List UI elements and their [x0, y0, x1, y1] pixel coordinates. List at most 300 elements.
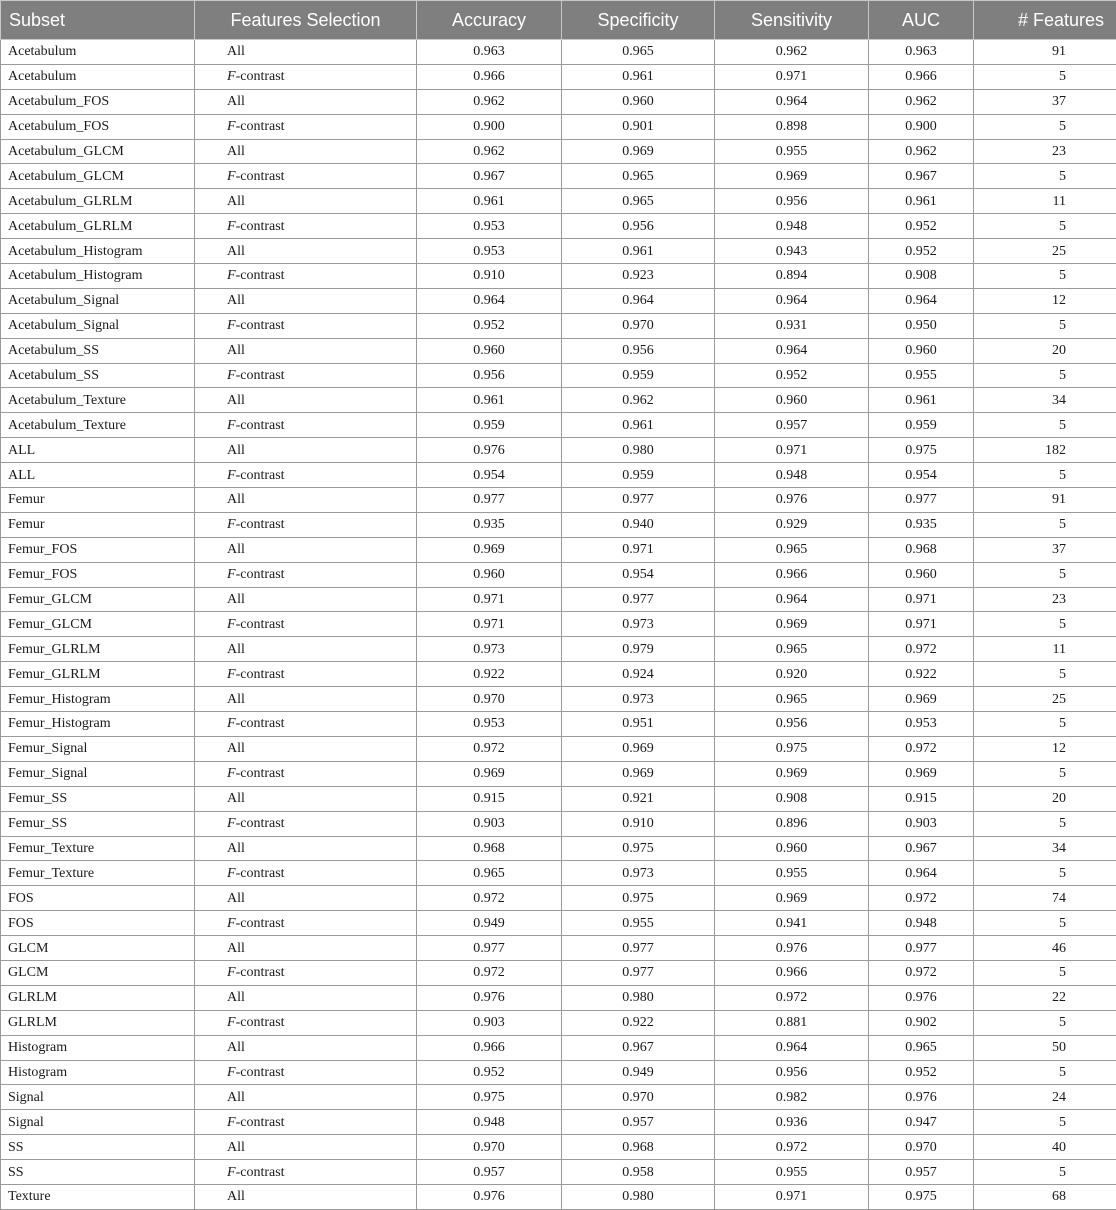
accuracy-cell: 0.903: [417, 1010, 562, 1035]
subset-cell: GLCM: [1, 936, 195, 961]
auc-cell: 0.972: [869, 886, 974, 911]
table-row: [1, 736, 1116, 761]
subset-cell: FOS: [1, 886, 195, 911]
selection-cell: All: [195, 388, 417, 413]
auc-cell: 0.962: [869, 139, 974, 164]
auc-cell: 0.952: [869, 214, 974, 239]
specificity-cell: 0.959: [562, 363, 715, 388]
specificity-cell: 0.965: [562, 164, 715, 189]
accuracy-cell: 0.960: [417, 562, 562, 587]
selection-cell: F-contrast: [195, 562, 417, 587]
subset-cell: Histogram: [1, 1035, 195, 1060]
sensitivity-cell: 0.931: [715, 313, 869, 338]
auc-cell: 0.900: [869, 114, 974, 139]
table-row: [1, 786, 1116, 811]
selection-cell: All: [195, 338, 417, 363]
table-row: [1, 662, 1116, 687]
auc-cell: 0.968: [869, 537, 974, 562]
subset-cell: Femur_Signal: [1, 761, 195, 786]
auc-cell: 0.950: [869, 313, 974, 338]
subset-cell: Femur_SS: [1, 811, 195, 836]
subset-cell: Femur: [1, 488, 195, 513]
sensitivity-cell: 0.898: [715, 114, 869, 139]
table-row: [1, 537, 1116, 562]
selection-cell: F-contrast: [195, 313, 417, 338]
sensitivity-cell: 0.955: [715, 861, 869, 886]
subset-cell: Acetabulum_GLCM: [1, 164, 195, 189]
auc-cell: 0.965: [869, 1035, 974, 1060]
selection-cell: F-contrast: [195, 662, 417, 687]
subset-cell: Femur_Signal: [1, 736, 195, 761]
table-row: [1, 637, 1116, 662]
specificity-cell: 0.921: [562, 786, 715, 811]
auc-cell: 0.915: [869, 786, 974, 811]
num-features-cell: 5: [974, 214, 1116, 239]
num-features-cell: 5: [974, 463, 1116, 488]
accuracy-cell: 0.948: [417, 1110, 562, 1135]
specificity-cell: 0.922: [562, 1010, 715, 1035]
subset-cell: Femur_SS: [1, 786, 195, 811]
accuracy-cell: 0.967: [417, 164, 562, 189]
auc-cell: 0.977: [869, 488, 974, 513]
sensitivity-cell: 0.943: [715, 239, 869, 264]
specificity-cell: 0.969: [562, 736, 715, 761]
selection-cell: All: [195, 89, 417, 114]
specificity-cell: 0.901: [562, 114, 715, 139]
sensitivity-cell: 0.956: [715, 1060, 869, 1085]
num-features-cell: 5: [974, 512, 1116, 537]
subset-cell: Acetabulum: [1, 40, 195, 65]
selection-cell: F-contrast: [195, 761, 417, 786]
table-row: [1, 288, 1116, 313]
num-features-cell: 5: [974, 761, 1116, 786]
auc-cell: 0.959: [869, 413, 974, 438]
sensitivity-cell: 0.964: [715, 1035, 869, 1060]
accuracy-cell: 0.971: [417, 612, 562, 637]
accuracy-cell: 0.965: [417, 861, 562, 886]
auc-cell: 0.902: [869, 1010, 974, 1035]
selection-cell: All: [195, 687, 417, 712]
table-row: [1, 189, 1116, 214]
selection-cell: F-contrast: [195, 612, 417, 637]
selection-cell: All: [195, 239, 417, 264]
selection-cell: All: [195, 985, 417, 1010]
specificity-cell: 0.955: [562, 911, 715, 936]
selection-cell: All: [195, 1035, 417, 1060]
auc-cell: 0.957: [869, 1160, 974, 1185]
num-features-cell: 5: [974, 712, 1116, 737]
auc-cell: 0.961: [869, 388, 974, 413]
num-features-cell: 182: [974, 438, 1116, 463]
header-row: [1, 1, 1116, 40]
table-row: [1, 1110, 1116, 1135]
accuracy-cell: 0.959: [417, 413, 562, 438]
specificity-cell: 0.968: [562, 1135, 715, 1160]
accuracy-cell: 0.952: [417, 313, 562, 338]
selection-cell: F-contrast: [195, 1010, 417, 1035]
accuracy-cell: 0.962: [417, 139, 562, 164]
sensitivity-cell: 0.964: [715, 288, 869, 313]
table-row: [1, 363, 1116, 388]
accuracy-cell: 0.956: [417, 363, 562, 388]
header-subset: Subset: [1, 1, 195, 40]
specificity-cell: 0.949: [562, 1060, 715, 1085]
sensitivity-cell: 0.952: [715, 363, 869, 388]
subset-cell: GLCM: [1, 960, 195, 985]
subset-cell: Signal: [1, 1085, 195, 1110]
sensitivity-cell: 0.971: [715, 1184, 869, 1209]
accuracy-cell: 0.962: [417, 89, 562, 114]
specificity-cell: 0.977: [562, 960, 715, 985]
selection-cell: All: [195, 886, 417, 911]
sensitivity-cell: 0.969: [715, 164, 869, 189]
auc-cell: 0.966: [869, 64, 974, 89]
num-features-cell: 91: [974, 40, 1116, 65]
auc-cell: 0.972: [869, 637, 974, 662]
subset-cell: SS: [1, 1160, 195, 1185]
sensitivity-cell: 0.972: [715, 985, 869, 1010]
accuracy-cell: 0.964: [417, 288, 562, 313]
specificity-cell: 0.971: [562, 537, 715, 562]
accuracy-cell: 0.966: [417, 64, 562, 89]
sensitivity-cell: 0.948: [715, 463, 869, 488]
selection-cell: F-contrast: [195, 512, 417, 537]
subset-cell: Acetabulum_GLCM: [1, 139, 195, 164]
num-features-cell: 34: [974, 388, 1116, 413]
selection-cell: All: [195, 40, 417, 65]
num-features-cell: 5: [974, 811, 1116, 836]
specificity-cell: 0.956: [562, 214, 715, 239]
sensitivity-cell: 0.971: [715, 64, 869, 89]
selection-cell: F-contrast: [195, 64, 417, 89]
sensitivity-cell: 0.957: [715, 413, 869, 438]
num-features-cell: 34: [974, 836, 1116, 861]
sensitivity-cell: 0.976: [715, 936, 869, 961]
sensitivity-cell: 0.969: [715, 612, 869, 637]
auc-cell: 0.962: [869, 89, 974, 114]
table-row: [1, 488, 1116, 513]
sensitivity-cell: 0.908: [715, 786, 869, 811]
header-features-selection: Features Selection: [195, 1, 417, 40]
sensitivity-cell: 0.956: [715, 712, 869, 737]
selection-cell: F-contrast: [195, 811, 417, 836]
accuracy-cell: 0.963: [417, 40, 562, 65]
table-row: [1, 114, 1116, 139]
accuracy-cell: 0.954: [417, 463, 562, 488]
accuracy-cell: 0.953: [417, 239, 562, 264]
auc-cell: 0.971: [869, 587, 974, 612]
accuracy-cell: 0.961: [417, 189, 562, 214]
table-row: [1, 712, 1116, 737]
table-row: [1, 861, 1116, 886]
num-features-cell: 46: [974, 936, 1116, 961]
auc-cell: 0.970: [869, 1135, 974, 1160]
header-auc: AUC: [869, 1, 974, 40]
num-features-cell: 68: [974, 1184, 1116, 1209]
num-features-cell: 20: [974, 786, 1116, 811]
subset-cell: Acetabulum_Texture: [1, 413, 195, 438]
auc-cell: 0.977: [869, 936, 974, 961]
accuracy-cell: 0.973: [417, 637, 562, 662]
auc-cell: 0.969: [869, 687, 974, 712]
specificity-cell: 0.977: [562, 488, 715, 513]
num-features-cell: 74: [974, 886, 1116, 911]
auc-cell: 0.935: [869, 512, 974, 537]
auc-cell: 0.967: [869, 836, 974, 861]
selection-cell: F-contrast: [195, 363, 417, 388]
auc-cell: 0.972: [869, 736, 974, 761]
selection-cell: All: [195, 1085, 417, 1110]
accuracy-cell: 0.953: [417, 214, 562, 239]
sensitivity-cell: 0.955: [715, 1160, 869, 1185]
num-features-cell: 5: [974, 114, 1116, 139]
auc-cell: 0.922: [869, 662, 974, 687]
specificity-cell: 0.923: [562, 264, 715, 289]
accuracy-cell: 0.952: [417, 1060, 562, 1085]
specificity-cell: 0.956: [562, 338, 715, 363]
auc-cell: 0.967: [869, 164, 974, 189]
auc-cell: 0.903: [869, 811, 974, 836]
subset-cell: Acetabulum_SS: [1, 338, 195, 363]
subset-cell: Acetabulum_Histogram: [1, 239, 195, 264]
selection-cell: All: [195, 1135, 417, 1160]
sensitivity-cell: 0.964: [715, 338, 869, 363]
num-features-cell: 12: [974, 736, 1116, 761]
num-features-cell: 5: [974, 313, 1116, 338]
num-features-cell: 91: [974, 488, 1116, 513]
table-row: [1, 761, 1116, 786]
subset-cell: Femur_Histogram: [1, 712, 195, 737]
num-features-cell: 12: [974, 288, 1116, 313]
specificity-cell: 0.957: [562, 1110, 715, 1135]
num-features-cell: 11: [974, 189, 1116, 214]
specificity-cell: 0.959: [562, 463, 715, 488]
subset-cell: Femur_Histogram: [1, 687, 195, 712]
table-row: [1, 936, 1116, 961]
sensitivity-cell: 0.896: [715, 811, 869, 836]
auc-cell: 0.947: [869, 1110, 974, 1135]
table-row: [1, 338, 1116, 363]
sensitivity-cell: 0.955: [715, 139, 869, 164]
num-features-cell: 5: [974, 64, 1116, 89]
specificity-cell: 0.940: [562, 512, 715, 537]
selection-cell: F-contrast: [195, 861, 417, 886]
selection-cell: All: [195, 637, 417, 662]
auc-cell: 0.954: [869, 463, 974, 488]
table-row: [1, 512, 1116, 537]
num-features-cell: 37: [974, 89, 1116, 114]
selection-cell: All: [195, 1184, 417, 1209]
sensitivity-cell: 0.964: [715, 587, 869, 612]
table-row: [1, 438, 1116, 463]
selection-cell: F-contrast: [195, 1110, 417, 1135]
subset-cell: Femur_FOS: [1, 562, 195, 587]
subset-cell: SS: [1, 1135, 195, 1160]
num-features-cell: 5: [974, 1010, 1116, 1035]
accuracy-cell: 0.977: [417, 936, 562, 961]
num-features-cell: 5: [974, 911, 1116, 936]
subset-cell: Acetabulum_SS: [1, 363, 195, 388]
subset-cell: Acetabulum_FOS: [1, 89, 195, 114]
specificity-cell: 0.961: [562, 64, 715, 89]
table-row: [1, 264, 1116, 289]
table-row: [1, 313, 1116, 338]
auc-cell: 0.952: [869, 239, 974, 264]
selection-cell: F-contrast: [195, 911, 417, 936]
table-row: [1, 1135, 1116, 1160]
subset-cell: Femur_GLCM: [1, 587, 195, 612]
selection-cell: F-contrast: [195, 463, 417, 488]
accuracy-cell: 0.935: [417, 512, 562, 537]
table-row: [1, 562, 1116, 587]
subset-cell: Signal: [1, 1110, 195, 1135]
auc-cell: 0.976: [869, 1085, 974, 1110]
subset-cell: Acetabulum_Texture: [1, 388, 195, 413]
specificity-cell: 0.980: [562, 438, 715, 463]
specificity-cell: 0.977: [562, 936, 715, 961]
specificity-cell: 0.975: [562, 886, 715, 911]
auc-cell: 0.948: [869, 911, 974, 936]
num-features-cell: 23: [974, 587, 1116, 612]
auc-cell: 0.976: [869, 985, 974, 1010]
specificity-cell: 0.970: [562, 313, 715, 338]
selection-cell: F-contrast: [195, 960, 417, 985]
auc-cell: 0.961: [869, 189, 974, 214]
table-row: [1, 587, 1116, 612]
subset-cell: Texture: [1, 1184, 195, 1209]
table-row: [1, 1010, 1116, 1035]
subset-cell: Acetabulum_GLRLM: [1, 189, 195, 214]
table-row: [1, 1184, 1116, 1209]
num-features-cell: 5: [974, 612, 1116, 637]
selection-cell: F-contrast: [195, 164, 417, 189]
sensitivity-cell: 0.969: [715, 886, 869, 911]
sensitivity-cell: 0.975: [715, 736, 869, 761]
num-features-cell: 40: [974, 1135, 1116, 1160]
subset-cell: Femur_GLRLM: [1, 637, 195, 662]
specificity-cell: 0.970: [562, 1085, 715, 1110]
accuracy-cell: 0.953: [417, 712, 562, 737]
table-row: [1, 960, 1116, 985]
auc-cell: 0.952: [869, 1060, 974, 1085]
specificity-cell: 0.973: [562, 612, 715, 637]
sensitivity-cell: 0.960: [715, 836, 869, 861]
table-row: [1, 463, 1116, 488]
subset-cell: FOS: [1, 911, 195, 936]
accuracy-cell: 0.972: [417, 960, 562, 985]
num-features-cell: 5: [974, 363, 1116, 388]
specificity-cell: 0.951: [562, 712, 715, 737]
num-features-cell: 23: [974, 139, 1116, 164]
selection-cell: All: [195, 836, 417, 861]
specificity-cell: 0.977: [562, 587, 715, 612]
subset-cell: Femur_FOS: [1, 537, 195, 562]
accuracy-cell: 0.957: [417, 1160, 562, 1185]
subset-cell: Acetabulum_Histogram: [1, 264, 195, 289]
sensitivity-cell: 0.964: [715, 89, 869, 114]
auc-cell: 0.972: [869, 960, 974, 985]
num-features-cell: 25: [974, 239, 1116, 264]
specificity-cell: 0.961: [562, 239, 715, 264]
accuracy-cell: 0.969: [417, 761, 562, 786]
num-features-cell: 5: [974, 164, 1116, 189]
subset-cell: Femur: [1, 512, 195, 537]
table-row: [1, 1060, 1116, 1085]
subset-cell: Femur_GLRLM: [1, 662, 195, 687]
subset-cell: Acetabulum_Signal: [1, 288, 195, 313]
selection-cell: F-contrast: [195, 114, 417, 139]
table-row: [1, 1160, 1116, 1185]
sensitivity-cell: 0.948: [715, 214, 869, 239]
specificity-cell: 0.969: [562, 761, 715, 786]
num-features-cell: 5: [974, 861, 1116, 886]
accuracy-cell: 0.903: [417, 811, 562, 836]
table-row: [1, 687, 1116, 712]
accuracy-cell: 0.961: [417, 388, 562, 413]
subset-cell: Acetabulum_FOS: [1, 114, 195, 139]
auc-cell: 0.975: [869, 1184, 974, 1209]
specificity-cell: 0.954: [562, 562, 715, 587]
num-features-cell: 50: [974, 1035, 1116, 1060]
num-features-cell: 37: [974, 537, 1116, 562]
accuracy-cell: 0.972: [417, 736, 562, 761]
sensitivity-cell: 0.936: [715, 1110, 869, 1135]
auc-cell: 0.971: [869, 612, 974, 637]
table-row: [1, 886, 1116, 911]
specificity-cell: 0.973: [562, 861, 715, 886]
specificity-cell: 0.962: [562, 388, 715, 413]
selection-cell: All: [195, 488, 417, 513]
specificity-cell: 0.979: [562, 637, 715, 662]
accuracy-cell: 0.976: [417, 438, 562, 463]
sensitivity-cell: 0.972: [715, 1135, 869, 1160]
table-row: [1, 612, 1116, 637]
accuracy-cell: 0.960: [417, 338, 562, 363]
subset-cell: Acetabulum_GLRLM: [1, 214, 195, 239]
subset-cell: ALL: [1, 463, 195, 488]
sensitivity-cell: 0.969: [715, 761, 869, 786]
table-row: [1, 164, 1116, 189]
selection-cell: F-contrast: [195, 1160, 417, 1185]
sensitivity-cell: 0.881: [715, 1010, 869, 1035]
header-sensitivity: Sensitivity: [715, 1, 869, 40]
subset-cell: Acetabulum_Signal: [1, 313, 195, 338]
header-accuracy: Accuracy: [417, 1, 562, 40]
subset-cell: Acetabulum: [1, 64, 195, 89]
accuracy-cell: 0.949: [417, 911, 562, 936]
accuracy-cell: 0.915: [417, 786, 562, 811]
specificity-cell: 0.924: [562, 662, 715, 687]
subset-cell: GLRLM: [1, 1010, 195, 1035]
sensitivity-cell: 0.894: [715, 264, 869, 289]
sensitivity-cell: 0.956: [715, 189, 869, 214]
accuracy-cell: 0.975: [417, 1085, 562, 1110]
table-row: [1, 1035, 1116, 1060]
accuracy-cell: 0.900: [417, 114, 562, 139]
accuracy-cell: 0.972: [417, 886, 562, 911]
table-body: [1, 40, 1116, 1210]
table-row: [1, 413, 1116, 438]
specificity-cell: 0.973: [562, 687, 715, 712]
accuracy-cell: 0.976: [417, 985, 562, 1010]
auc-cell: 0.964: [869, 861, 974, 886]
auc-cell: 0.969: [869, 761, 974, 786]
subset-cell: Femur_GLCM: [1, 612, 195, 637]
specificity-cell: 0.969: [562, 139, 715, 164]
sensitivity-cell: 0.966: [715, 960, 869, 985]
table-row: [1, 40, 1116, 65]
selection-cell: All: [195, 786, 417, 811]
